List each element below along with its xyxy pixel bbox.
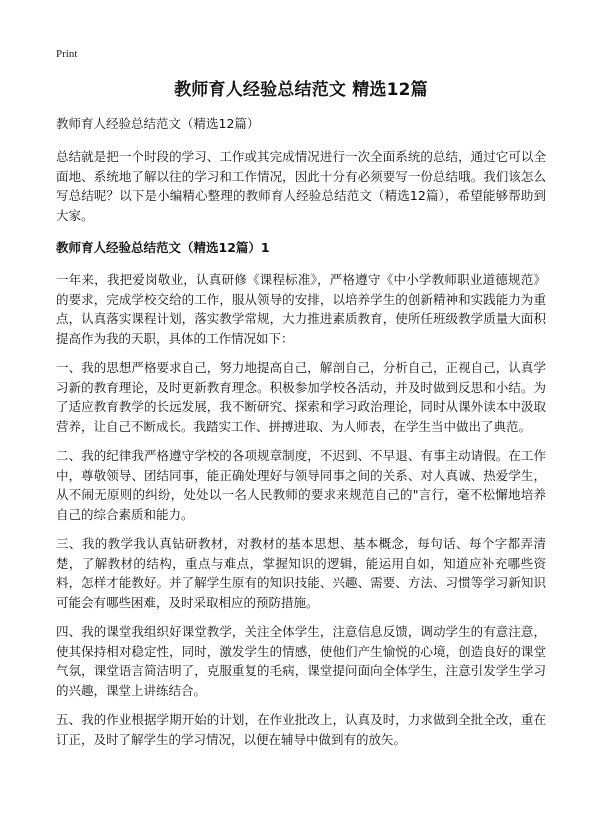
intro-paragraph: 总结就是把一个时段的学习、工作或其完成情况进行一次全面系统的总结，通过它可以全面地、系统地了解以往的学习和工作情况，因此十分有必须要写一份总结哦。我们该怎么写总结呢？以下是小编精心整理的教师育人经验总结范文（精选12篇），希望能够帮助到大家。 bbox=[56, 149, 546, 223]
document-subtitle: 教师育人经验总结范文（精选12篇） bbox=[56, 116, 260, 131]
paragraph-opening: 一年来，我把爱岗敬业，认真研修《课程标准》，严格遵守《中小学教师职业道德规范》的要求，完成学校交给的工作，服从领导的安排，以培养学生的创新精神和实践能力为重点，认真落实课程计划，落实教学常规，大力推进素质教育，使所任班级教学质量大面积提高作为我的天职，具体的工作情况如下： bbox=[56, 272, 546, 346]
paragraph-classroom: 四、我的课堂我组织好课堂教学，关注全体学生，注意信息反馈，调动学生的有意注意，使其保持相对稳定性，同时，激发学生的情感，使他们产生愉悦的心境，创造良好的课堂气氛，课堂语言简洁明了，克服重复的毛病，课堂提问面向全体学生，注意引发学生学习的兴趣，课堂上讲练结合。 bbox=[56, 624, 546, 698]
paragraph-thought: 一、我的思想严格要求自己，努力地提高自己，解剖自己，分析自己，正视自己，认真学习新的教育理论，及时更新教育理念。积极参加学校各活动，并及时做到反思和小结。为了适应教育教学的长远发展，我不断研究、探索和学习政治理论，同时从课外读本中汲取营养，让自己不断成长。我踏实工作、拼搏进取、为人师表，在学生当中做出了典范。 bbox=[56, 360, 546, 434]
paragraph-teaching: 三、我的教学我认真钻研教材，对教材的基本思想、基本概念，每句话、每个字都弄清楚，了解教材的结构，重点与难点，掌握知识的逻辑，能运用自如，知道应补充哪些资料，怎样才能教好。并了解学生原有的知识技能、兴趣、需要、方法、习惯等学习新知识可能会有哪些困难，及时采取相应的预防措施。 bbox=[56, 536, 546, 610]
print-link[interactable]: Print bbox=[56, 48, 78, 60]
paragraph-homework: 五、我的作业根据学期开始的计划，在作业批改上，认真及时，力求做到全批全改，重在订正，及时了解学生的学习情况，以便在辅导中做到有的放矢。 bbox=[56, 712, 546, 747]
paragraph-discipline: 二、我的纪律我严格遵守学校的各项规章制度，不迟到、不早退、有事主动请假。在工作中，尊敬领导、团结同事，能正确处理好与领导同事之间的关系、对人真诚、热爱学生，从不闹无原则的纠纷，处处以一名人民教师的要求来规范自己的"言行，毫不松懈地培养自己的综合素质和能力。 bbox=[56, 448, 546, 522]
page-title: 教师育人经验总结范文 精选12篇 bbox=[174, 80, 428, 100]
section-heading: 教师育人经验总结范文（精选12篇）1 bbox=[56, 240, 270, 255]
document-body bbox=[56, 78, 546, 759]
